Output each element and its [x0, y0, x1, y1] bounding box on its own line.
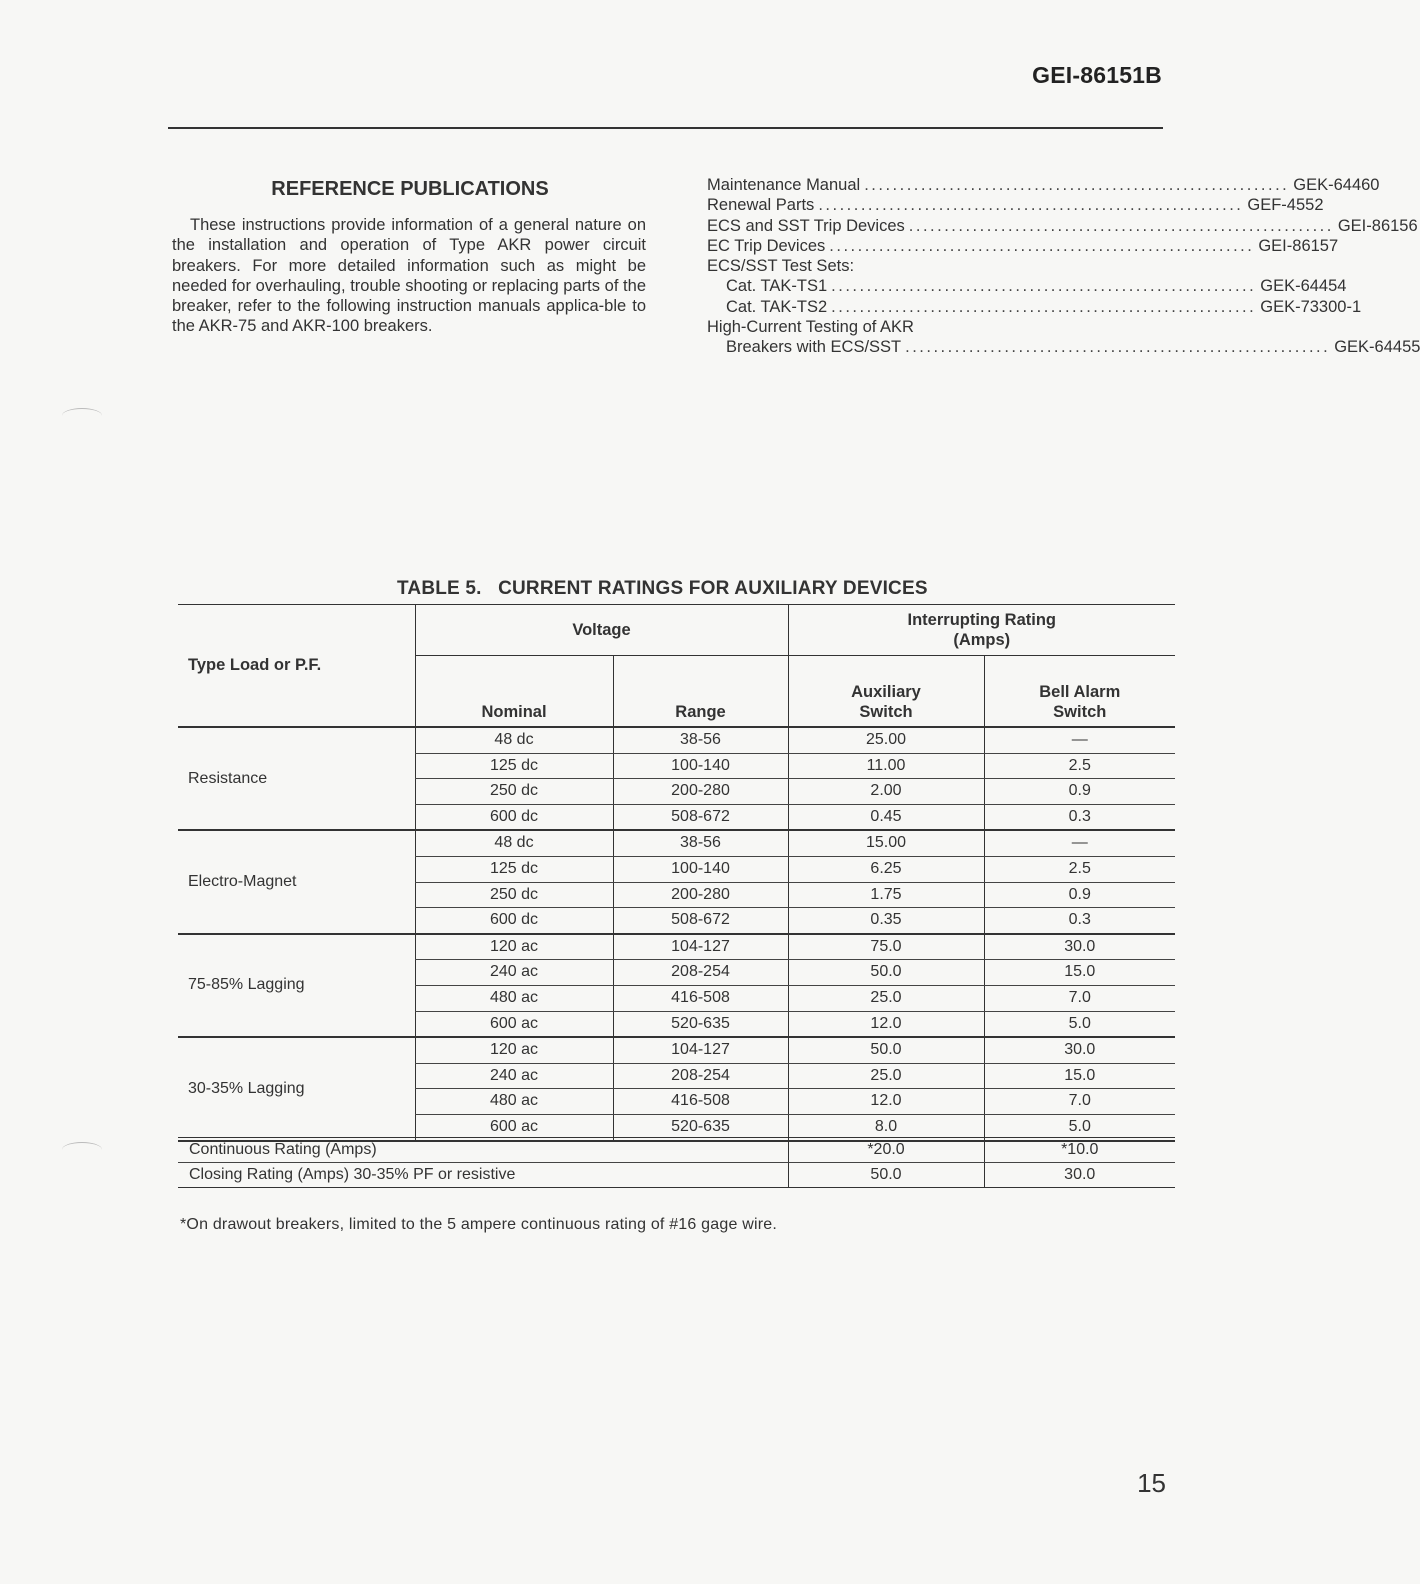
table-row — [178, 1037, 1175, 1063]
cell-bell: 2.5 — [984, 753, 1175, 779]
current-ratings-table — [178, 604, 1175, 1142]
publication-name: Cat. TAK-TS1 — [726, 277, 828, 296]
cell-bell: 7.0 — [984, 985, 1175, 1011]
publication-item — [707, 195, 1324, 215]
nominal-header: Nominal — [415, 656, 613, 728]
publication-item — [707, 276, 1347, 296]
ratings-footer-table — [178, 1137, 1175, 1188]
cell-aux: 2.00 — [788, 779, 984, 805]
type-load-header: Type Load or P.F. — [178, 605, 415, 728]
cell-bell: 5.0 — [984, 1011, 1175, 1037]
cell-range: 104-127 — [613, 1037, 788, 1063]
cell-range: 100-140 — [613, 856, 788, 882]
scan-artifact — [62, 1142, 102, 1157]
cell-range: 520-635 — [613, 1114, 788, 1140]
cell-nominal: 120 ac — [415, 1037, 613, 1063]
table-row — [178, 727, 1175, 753]
cell-nominal: 600 dc — [415, 908, 613, 934]
leader-dots: ............................................................ — [908, 216, 1334, 235]
cell-bell: 15.0 — [984, 1063, 1175, 1089]
cell-nominal: 48 dc — [415, 830, 613, 856]
cell-bell: 30.0 — [984, 934, 1175, 960]
leader-dots: ............................................................ — [831, 277, 1257, 296]
cell-aux: 12.0 — [788, 1011, 984, 1037]
publication-name: ECS/SST Test Sets: — [707, 257, 855, 276]
cell-range: 200-280 — [613, 882, 788, 908]
cell-nominal: 250 dc — [415, 882, 613, 908]
bell-alarm-switch-header — [984, 656, 1175, 728]
cell-aux: 15.00 — [788, 830, 984, 856]
footer-bell: 30.0 — [984, 1163, 1175, 1188]
leader-dots: ............................................................ — [905, 338, 1331, 357]
cell-nominal: 250 dc — [415, 779, 613, 805]
cell-range: 208-254 — [613, 1063, 788, 1089]
cell-bell: 0.9 — [984, 779, 1175, 805]
cell-bell: — — [984, 830, 1175, 856]
publication-item — [707, 256, 1169, 276]
range-header: Range — [613, 656, 788, 728]
header-rule — [168, 127, 1163, 129]
cell-bell: 5.0 — [984, 1114, 1175, 1140]
cell-bell: 0.3 — [984, 908, 1175, 934]
publication-name: ECS and SST Trip Devices — [707, 216, 905, 235]
scan-artifact — [62, 408, 102, 423]
footer-row — [178, 1163, 1175, 1188]
footer-aux: *20.0 — [788, 1138, 984, 1163]
cell-aux: 25.0 — [788, 1063, 984, 1089]
cell-nominal: 48 dc — [415, 727, 613, 753]
cell-range: 100-140 — [613, 753, 788, 779]
leader-dots: ............................................................ — [829, 236, 1255, 255]
cell-nominal: 600 dc — [415, 804, 613, 830]
publication-name: Cat. TAK-TS2 — [726, 297, 828, 316]
footer-bell: *10.0 — [984, 1138, 1175, 1163]
publication-name: Renewal Parts — [707, 196, 815, 215]
publication-code: GEI-86156 — [1337, 216, 1418, 235]
publication-code: GEK-64460 — [1293, 176, 1380, 194]
publication-list — [707, 175, 1420, 358]
cell-nominal: 600 ac — [415, 1114, 613, 1140]
cell-range: 208-254 — [613, 960, 788, 986]
publication-name: Breakers with ECS/SST — [726, 338, 902, 357]
auxiliary-switch-label-2: Switch — [859, 703, 913, 721]
interrupting-rating-label: Interrupting Rating — [907, 611, 1056, 629]
cell-range: 38-56 — [613, 727, 788, 753]
cell-range: 520-635 — [613, 1011, 788, 1037]
leader-dots: ............................................................ — [864, 176, 1290, 194]
cell-nominal: 125 dc — [415, 753, 613, 779]
group-label: Resistance — [178, 727, 415, 830]
cell-nominal: 120 ac — [415, 934, 613, 960]
publication-item — [707, 337, 1420, 357]
group-label: 75-85% Lagging — [178, 934, 415, 1037]
cell-aux: 0.35 — [788, 908, 984, 934]
cell-bell: 2.5 — [984, 856, 1175, 882]
cell-nominal: 240 ac — [415, 1063, 613, 1089]
table-row — [178, 934, 1175, 960]
publication-item — [707, 216, 1418, 236]
group-label: Electro-Magnet — [178, 830, 415, 933]
interrupting-rating-header — [788, 605, 1175, 656]
cell-aux: 11.00 — [788, 753, 984, 779]
cell-aux: 12.0 — [788, 1089, 984, 1115]
footer-aux: 50.0 — [788, 1163, 984, 1188]
publication-item — [707, 236, 1339, 256]
cell-aux: 1.75 — [788, 882, 984, 908]
cell-bell: — — [984, 727, 1175, 753]
cell-aux: 25.00 — [788, 727, 984, 753]
cell-aux: 50.0 — [788, 960, 984, 986]
table-title: TABLE 5. CURRENT RATINGS FOR AUXILIARY DEVICES — [397, 578, 928, 599]
cell-nominal: 240 ac — [415, 960, 613, 986]
cell-nominal: 480 ac — [415, 985, 613, 1011]
publication-code: GEK-64455 — [1334, 338, 1420, 357]
cell-bell: 30.0 — [984, 1037, 1175, 1063]
bell-alarm-label-2: Switch — [1053, 703, 1107, 721]
cell-aux: 0.45 — [788, 804, 984, 830]
cell-bell: 0.9 — [984, 882, 1175, 908]
table-footnote: *On drawout breakers, limited to the 5 ampere continuous rating of #16 gage wire. — [180, 1216, 777, 1233]
publication-name: High-Current Testing of AKR — [707, 318, 914, 337]
cell-aux: 50.0 — [788, 1037, 984, 1063]
cell-aux: 8.0 — [788, 1114, 984, 1140]
cell-aux: 25.0 — [788, 985, 984, 1011]
reference-body: These instructions provide information of a general nature on the installation and operation of Type AKR power circuit breakers. For more detailed information such as might be needed for overhauling, trouble shooting or replacing parts of the breaker, refer to the following instruction manuals applica-ble to the AKR-75 and AKR-100 breakers. — [172, 216, 646, 336]
auxiliary-switch-header — [788, 656, 984, 728]
group-label: 30-35% Lagging — [178, 1037, 415, 1140]
publication-code: GEF-4552 — [1247, 196, 1324, 215]
page-number: 15 — [1137, 1468, 1166, 1498]
cell-range: 416-508 — [613, 985, 788, 1011]
cell-aux: 75.0 — [788, 934, 984, 960]
reference-title: REFERENCE PUBLICATIONS — [271, 178, 549, 200]
cell-bell: 0.3 — [984, 804, 1175, 830]
publication-item — [707, 175, 1380, 195]
cell-bell: 7.0 — [984, 1089, 1175, 1115]
leader-dots: ............................................................ — [831, 297, 1257, 316]
document-id: GEI-86151B — [1032, 62, 1162, 88]
cell-range: 200-280 — [613, 779, 788, 805]
publication-name: EC Trip Devices — [707, 236, 826, 255]
auxiliary-switch-label-1: Auxiliary — [851, 683, 921, 701]
cell-nominal: 600 ac — [415, 1011, 613, 1037]
cell-aux: 6.25 — [788, 856, 984, 882]
cell-nominal: 125 dc — [415, 856, 613, 882]
footer-label: Continuous Rating (Amps) — [178, 1138, 788, 1163]
publication-item — [707, 297, 1362, 317]
publication-code: GEK-73300-1 — [1260, 297, 1362, 316]
publication-code: GEI-86157 — [1258, 236, 1339, 255]
cell-range: 38-56 — [613, 830, 788, 856]
table-row — [178, 830, 1175, 856]
cell-range: 508-672 — [613, 804, 788, 830]
footer-row — [178, 1138, 1175, 1163]
publication-item — [707, 317, 1169, 337]
publication-name: Maintenance Manual — [707, 176, 861, 194]
leader-dots: ............................................................ — [818, 196, 1244, 215]
footer-label: Closing Rating (Amps) 30-35% PF or resistive — [178, 1163, 788, 1188]
cell-range: 104-127 — [613, 934, 788, 960]
voltage-header: Voltage — [415, 605, 788, 656]
bell-alarm-label-1: Bell Alarm — [1039, 683, 1121, 701]
cell-nominal: 480 ac — [415, 1089, 613, 1115]
cell-range: 508-672 — [613, 908, 788, 934]
interrupting-rating-unit: (Amps) — [953, 631, 1011, 649]
cell-range: 416-508 — [613, 1089, 788, 1115]
cell-bell: 15.0 — [984, 960, 1175, 986]
publication-code: GEK-64454 — [1260, 277, 1347, 296]
